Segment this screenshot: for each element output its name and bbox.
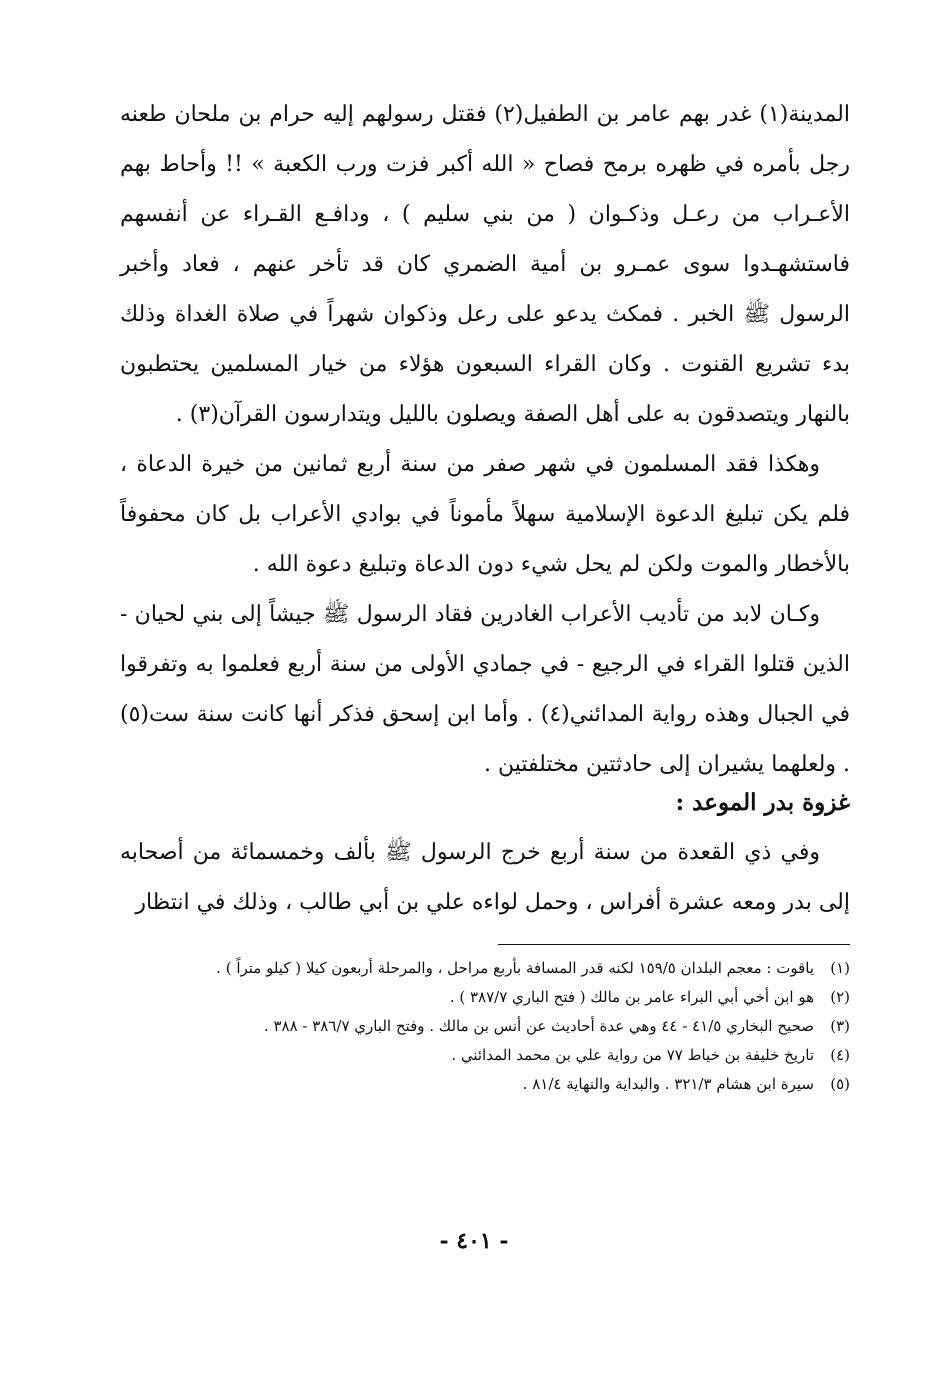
section-paragraph: وفي ذي القعدة من سنة أربع خرج الرسول ﷺ بألف وخمسمائة من أصحابه إلى بدر ومعه عشرة أفراس ، وحمل لواءه علي بن أبي طالب ، وذلك في انتظار [120,840,850,915]
footnotes [120,954,850,1099]
footnote-text: تاريخ خليفة بن خياط ٧٧ من رواية علي بن محمد المدائني . [451,1046,814,1064]
footnote-1 [120,954,850,983]
paragraph-2: وهكذا فقد المسلمون في شهر صفر من سنة أربع ثمانين من خيرة الدعاة ، فلم يكن تبليغ الدعوة الإسلامية سهلاً مأموناً في بوادي الأعراب بل كان محفوفاً بالأخطار والموت ولكن لم يحل شيء دون الدعاة وتبليغ دعوة الله . [120,452,850,577]
footnote-text: ياقوت : معجم البلدان ١٥٩/٥ لكنه قدر المسافة بأربع مراحل ، والمرحلة أربعون كيلا ( كيلو متراً ) . [216,959,814,977]
section-heading: غزوة بدر الموعد : [675,789,850,816]
footnote-2 [120,983,850,1012]
footnote-number: (٢) [830,988,850,1006]
footnote-5 [120,1070,850,1099]
footnote-text: صحيح البخاري ٤١/٥ - ٤٤ وهي عدة أحاديث عن أنس بن مالك . وفتح الباري ٣٨٦/٧ - ٣٨٨ . [263,1017,814,1035]
paragraph-3: وكـان لابد من تأديب الأعراب الغادرين فقاد الرسول ﷺ جيشاً إلى بني لحيان - الذين قتلوا القراء في الرجيع - في جمادي الأولى من سنة أربع فعلموا به وتفرقوا في الجبال وهذه رواية المدائني(٤) . وأما ابن إسحق فذكر أنها كانت سنة ست(٥) . ولعلهما يشيران إلى حادثتين مختلفتين . [120,602,850,777]
page-number: - ٤٠١ - [439,1228,509,1254]
footnote-3 [120,1012,850,1041]
footnote-number: (٤) [830,1046,850,1064]
footnote-divider [498,944,850,945]
paragraph-1: المدينة(١) غدر بهم عامر بن الطفيل(٢) فقتل رسولهم إليه حرام بن ملحان طعنه رجل بأمره في ظهره برمح فصاح « الله أكبر فزت ورب الكعبة » !! وأحاط بهم الأعـراب من رعـل وذكـوان ( من بني سليم ) ، ودافـع القـراء عن أنفسهم فاستشهـدوا سوى عمـرو بن أمية الضمري كان قد تأخر عنهم ، فعاد وأخبر الرسول ﷺ الخبر . فمكث يدعو على رعل وذكوان شهراً في صلاة الغداة وذلك بدء تشريع القنوت . وكان القراء السبعون هؤلاء من خيار المسلمين يحتطبون بالنهار ويتصدقون به على أهل الصفة ويصلون بالليل ويتدارسون القرآن(٣) . [120,102,850,427]
footnote-number: (٥) [830,1075,850,1093]
footnote-number: (٣) [830,1017,850,1035]
footnote-4 [120,1041,850,1070]
main-text [120,90,850,790]
footnote-number: (١) [830,959,850,977]
section-text [120,828,850,928]
footnote-text: سيرة ابن هشام ٣٢١/٣ . والبداية والنهاية ٨١/٤ . [522,1075,814,1093]
footnote-text: هو ابن أخي أبي البراء عامر بن مالك ( فتح الباري ٣٨٧/٧ ) . [449,988,814,1006]
